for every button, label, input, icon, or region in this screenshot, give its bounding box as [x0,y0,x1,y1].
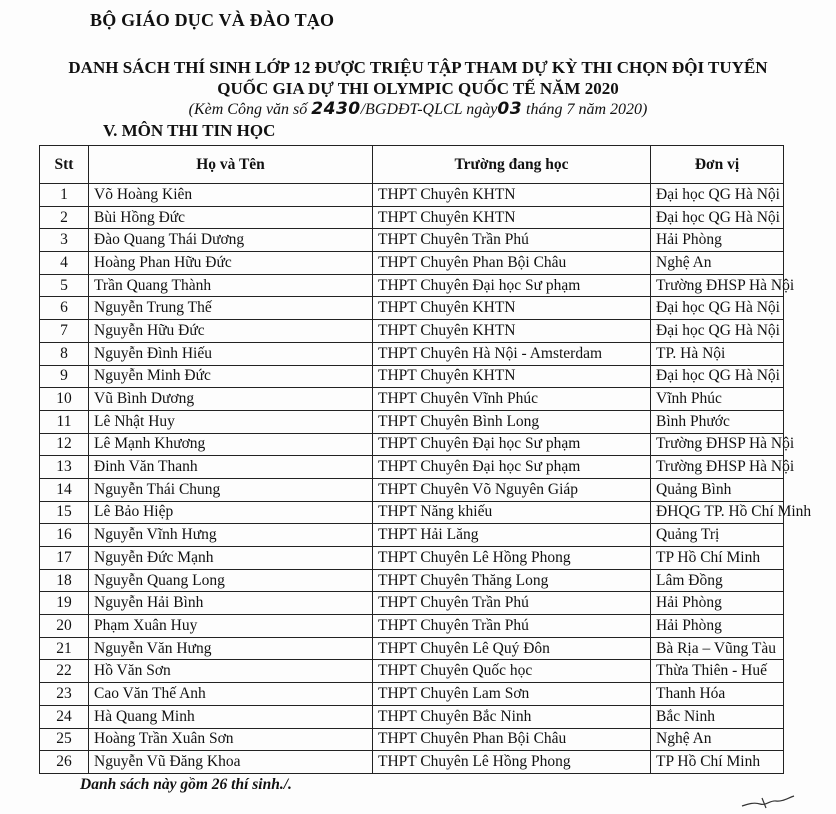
table-row [40,660,784,683]
cell-unit: Thừa Thiên - Huế [651,660,784,683]
table-row [40,274,784,297]
cell-school: THPT Chuyên Phan Bội Châu [373,252,651,275]
cell-school: THPT Chuyên KHTN [373,297,651,320]
table-row [40,297,784,320]
table-row [40,410,784,433]
cell-school: THPT Chuyên Phan Bội Châu [373,728,651,751]
cell-name: Bùi Hồng Đức [89,206,373,229]
table-row [40,478,784,501]
handwritten-doc-number: 2430 [311,99,361,119]
ministry-name: BỘ GIÁO DỤC VÀ ĐÀO TẠO [90,10,335,30]
table-row [40,728,784,751]
cell-name: Trần Quang Thành [89,274,373,297]
cell-stt: 7 [40,320,89,343]
cell-name: Lê Mạnh Khương [89,433,373,456]
cell-unit: Quảng Bình [651,478,784,501]
cell-unit: Hải Phòng [651,615,784,638]
cell-unit: Hải Phòng [651,229,784,252]
header-school: Trường đang học [373,146,651,184]
cell-name: Đào Quang Thái Dương [89,229,373,252]
cell-unit: Trường ĐHSP Hà Nội [651,456,784,479]
cell-name: Lê Bảo Hiệp [89,501,373,524]
cell-name: Nguyễn Vũ Đăng Khoa [89,751,373,774]
cell-school: THPT Chuyên Trần Phú [373,615,651,638]
cell-stt: 25 [40,728,89,751]
cell-unit: Đại học QG Hà Nội [651,365,784,388]
cell-stt: 3 [40,229,89,252]
cell-stt: 13 [40,456,89,479]
subtitle-middle: /BGDĐT-QLCL ngày [360,101,498,118]
cell-school: THPT Chuyên Bình Long [373,410,651,433]
subtitle-suffix: tháng 7 năm 2020) [522,101,648,118]
cell-unit: Thanh Hóa [651,683,784,706]
cell-school: THPT Chuyên Bắc Ninh [373,705,651,728]
header-unit: Đơn vị [651,146,784,184]
cell-school: THPT Hải Lăng [373,524,651,547]
cell-school: THPT Chuyên Lê Hồng Phong [373,751,651,774]
cell-name: Cao Văn Thế Anh [89,683,373,706]
cell-stt: 22 [40,660,89,683]
cell-unit: Vĩnh Phúc [651,388,784,411]
cell-stt: 21 [40,637,89,660]
candidate-table [39,145,812,774]
cell-unit: Đại học QG Hà Nội [651,206,784,229]
cell-name: Đinh Văn Thanh [89,456,373,479]
cell-name: Nguyễn Hải Bình [89,592,373,615]
cell-name: Nguyễn Vĩnh Hưng [89,524,373,547]
cell-unit: Quảng Trị [651,524,784,547]
table-row [40,433,784,456]
table-row [40,456,784,479]
cell-school: THPT Chuyên Đại học Sư phạm [373,433,651,456]
cell-school: THPT Chuyên KHTN [373,184,651,207]
table-row [40,365,784,388]
document-subtitle [20,99,816,119]
cell-stt: 10 [40,388,89,411]
table-row [40,547,784,570]
table-row [40,320,784,343]
table-row [40,615,784,638]
cell-stt: 15 [40,501,89,524]
cell-school: THPT Chuyên Thăng Long [373,569,651,592]
header-stt: Stt [40,146,89,184]
table-row [40,206,784,229]
cell-unit: Bà Rịa – Vũng Tàu [651,637,784,660]
cell-unit: Bắc Ninh [651,705,784,728]
cell-school: THPT Chuyên Trần Phú [373,592,651,615]
cell-stt: 12 [40,433,89,456]
cell-stt: 8 [40,342,89,365]
cell-school: THPT Chuyên Vĩnh Phúc [373,388,651,411]
cell-unit: Đại học QG Hà Nội [651,297,784,320]
cell-stt: 1 [40,184,89,207]
table-row [40,388,784,411]
table-row [40,524,784,547]
table-body [40,184,812,774]
cell-unit: TP Hồ Chí Minh [651,547,784,570]
cell-stt: 2 [40,206,89,229]
cell-stt: 14 [40,478,89,501]
cell-stt: 18 [40,569,89,592]
cell-unit: Lâm Đồng [651,569,784,592]
cell-name: Phạm Xuân Huy [89,615,373,638]
table-row [40,569,784,592]
cell-school: THPT Chuyên Võ Nguyên Giáp [373,478,651,501]
cell-school: THPT Chuyên Đại học Sư phạm [373,274,651,297]
footer-note: Danh sách này gồm 26 thí sinh./. [80,776,292,793]
cell-stt: 4 [40,252,89,275]
table-row [40,751,784,774]
cell-name: Hoàng Trần Xuân Sơn [89,728,373,751]
cell-school: THPT Chuyên KHTN [373,320,651,343]
table-row [40,592,784,615]
cell-name: Nguyễn Trung Thế [89,297,373,320]
subtitle-prefix: (Kèm Công văn số [188,101,312,118]
cell-stt: 17 [40,547,89,570]
cell-stt: 16 [40,524,89,547]
cell-name: Nguyễn Minh Đức [89,365,373,388]
cell-name: Nguyễn Đức Mạnh [89,547,373,570]
cell-unit: TP. Hà Nội [651,342,784,365]
header-name: Họ và Tên [89,146,373,184]
cell-unit: Đại học QG Hà Nội [651,320,784,343]
cell-school: THPT Chuyên Trần Phú [373,229,651,252]
section-heading: V. MÔN THI TIN HỌC [103,121,276,140]
cell-stt: 23 [40,683,89,706]
cell-name: Vũ Bình Dương [89,388,373,411]
cell-stt: 6 [40,297,89,320]
cell-unit: Nghệ An [651,728,784,751]
cell-stt: 5 [40,274,89,297]
cell-stt: 24 [40,705,89,728]
table-row [40,683,784,706]
table-row [40,342,784,365]
table-row [40,229,784,252]
cell-name: Nguyễn Quang Long [89,569,373,592]
cell-school: THPT Chuyên KHTN [373,365,651,388]
table-row [40,705,784,728]
signature-mark-icon [740,792,796,812]
cell-school: THPT Chuyên Lam Sơn [373,683,651,706]
table-row [40,637,784,660]
cell-school: THPT Chuyên Đại học Sư phạm [373,456,651,479]
cell-school: THPT Chuyên Lê Hồng Phong [373,547,651,570]
cell-stt: 9 [40,365,89,388]
table-header-row [40,146,784,184]
document-title-line1: DANH SÁCH THÍ SINH LỚP 12 ĐƯỢC TRIỆU TẬP THAM DỰ KỲ THI CHỌN ĐỘI TUYỂN [68,58,768,77]
cell-school: THPT Chuyên Quốc học [373,660,651,683]
cell-unit: ĐHQG TP. Hồ Chí Minh [651,501,784,524]
cell-name: Hồ Văn Sơn [89,660,373,683]
cell-school: THPT Chuyên KHTN [373,206,651,229]
cell-unit: Trường ĐHSP Hà Nội [651,433,784,456]
cell-name: Hoàng Phan Hữu Đức [89,252,373,275]
cell-stt: 11 [40,410,89,433]
cell-stt: 26 [40,751,89,774]
cell-unit: Nghệ An [651,252,784,275]
cell-name: Lê Nhật Huy [89,410,373,433]
cell-unit: Bình Phước [651,410,784,433]
table-row [40,184,784,207]
cell-name: Hà Quang Minh [89,705,373,728]
handwritten-day: 03 [497,99,523,119]
cell-name: Nguyễn Văn Hưng [89,637,373,660]
cell-unit: Hải Phòng [651,592,784,615]
cell-name: Nguyễn Thái Chung [89,478,373,501]
cell-name: Nguyễn Hữu Đức [89,320,373,343]
cell-name: Nguyễn Đình Hiếu [89,342,373,365]
table-row [40,252,784,275]
cell-unit: Đại học QG Hà Nội [651,184,784,207]
document-title-line2: QUỐC GIA DỰ THI OLYMPIC QUỐC TẾ NĂM 2020 [217,79,619,98]
cell-school: THPT Chuyên Lê Quý Đôn [373,637,651,660]
cell-school: THPT Chuyên Hà Nội - Amsterdam [373,342,651,365]
cell-stt: 19 [40,592,89,615]
cell-school: THPT Năng khiếu [373,501,651,524]
cell-name: Võ Hoàng Kiên [89,184,373,207]
table-row [40,501,784,524]
cell-stt: 20 [40,615,89,638]
cell-unit: TP Hồ Chí Minh [651,751,784,774]
cell-unit: Trường ĐHSP Hà Nội [651,274,784,297]
